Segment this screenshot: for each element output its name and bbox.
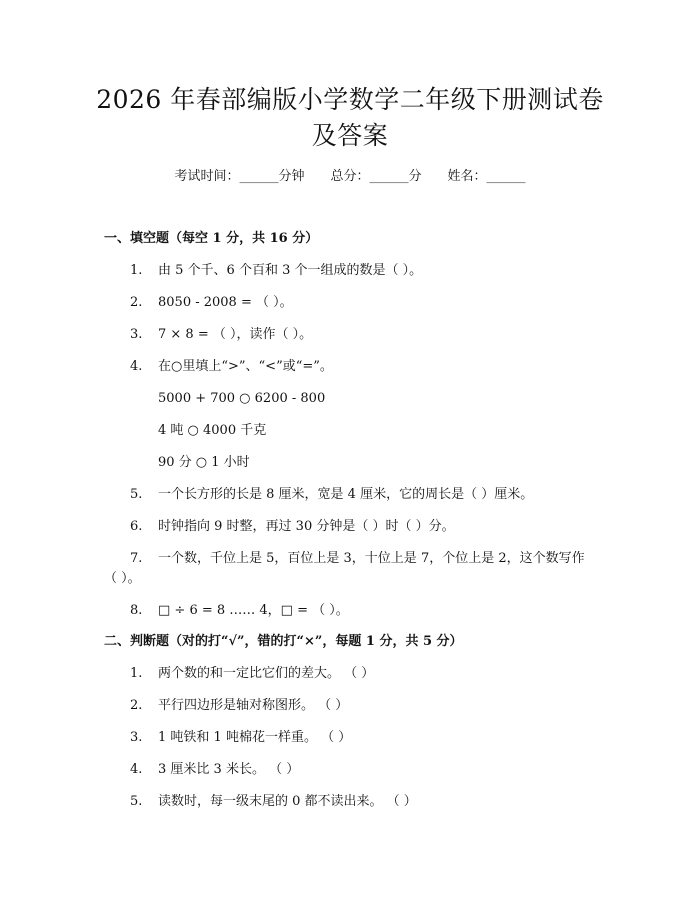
question-text: 时钟指向 9 时整，再过 30 分钟是（ ）时（ ）分。 (158, 519, 455, 534)
question-text: 在○里填上“>”、“<”或“=”。 (158, 359, 333, 374)
question-number: 8. (130, 603, 143, 618)
question-text: 7 × 8 = （ ），读作（ ）。 (158, 327, 313, 342)
question-number: 5. (130, 794, 143, 809)
question-1-3 (130, 326, 312, 344)
question-1-4 (130, 358, 333, 376)
question-number: 3. (130, 327, 143, 342)
question-1-2 (130, 294, 293, 312)
question-2-5 (130, 793, 417, 811)
exam-time-field: 考试时间：______分钟 (174, 169, 305, 184)
compare-item-1: 5000 + 700 ○ 6200 - 800 (158, 391, 326, 406)
question-1-7 (130, 550, 585, 568)
question-2-1 (130, 665, 374, 683)
question-text: 1 吨铁和 1 吨棉花一样重。 （ ） (158, 730, 352, 745)
question-number: 5. (130, 487, 143, 502)
compare-item-2: 4 吨 ○ 4000 千克 (158, 423, 267, 438)
compare-item-3: 90 分 ○ 1 小时 (158, 455, 250, 470)
section-true-false-heading: 二、判断题（对的打“√”，错的打“×”，每题 1 分，共 5 分） (104, 634, 463, 649)
question-2-4 (130, 761, 299, 779)
section-fill-in-blank-heading: 一、填空题（每空 1 分，共 16 分） (104, 231, 319, 246)
student-name-field: 姓名：______ (447, 169, 526, 184)
question-number: 4. (130, 359, 143, 374)
question-text: 由 5 个千、6 个百和 3 个一组成的数是（ ）。 (158, 263, 423, 278)
question-number: 2. (130, 698, 143, 713)
question-text: 平行四边形是轴对称图形。 （ ） (158, 698, 349, 713)
question-text: □ ÷ 6 = 8 …… 4，□ = （ ）。 (158, 603, 349, 618)
question-number: 1. (130, 263, 143, 278)
question-2-3 (130, 729, 351, 747)
question-number: 1. (130, 666, 143, 681)
question-1-5 (130, 486, 533, 504)
document-title-line1: 2026 年春部编版小学数学二年级下册测试卷 (96, 85, 604, 114)
exam-meta (0, 168, 700, 186)
question-number: 3. (130, 730, 143, 745)
question-text: 一个长方形的长是 8 厘米，宽是 4 厘米，它的周长是（ ）厘米。 (158, 487, 534, 502)
question-1-7-continuation: （ ）。 (104, 571, 141, 586)
question-text: 两个数的和一定比它们的差大。 （ ） (158, 666, 375, 681)
question-text: 一个数，千位上是 5，百位上是 3，十位上是 7，个位上是 2，这个数写作 (158, 551, 585, 566)
question-number: 2. (130, 295, 143, 310)
question-number: 6. (130, 519, 143, 534)
document-title-line2: 及答案 (311, 121, 389, 150)
question-text: 读数时，每一级末尾的 0 都不读出来。 （ ） (158, 794, 417, 809)
question-text: 8050 - 2008 = （ ）。 (158, 295, 293, 310)
question-2-2 (130, 697, 348, 715)
question-text: 3 厘米比 3 米长。 （ ） (158, 762, 300, 777)
question-1-6 (130, 518, 455, 536)
question-1-1 (130, 262, 422, 280)
total-score-field: 总分：______分 (330, 169, 422, 184)
question-number: 4. (130, 762, 143, 777)
question-1-8 (130, 602, 349, 620)
question-number: 7. (130, 551, 143, 566)
